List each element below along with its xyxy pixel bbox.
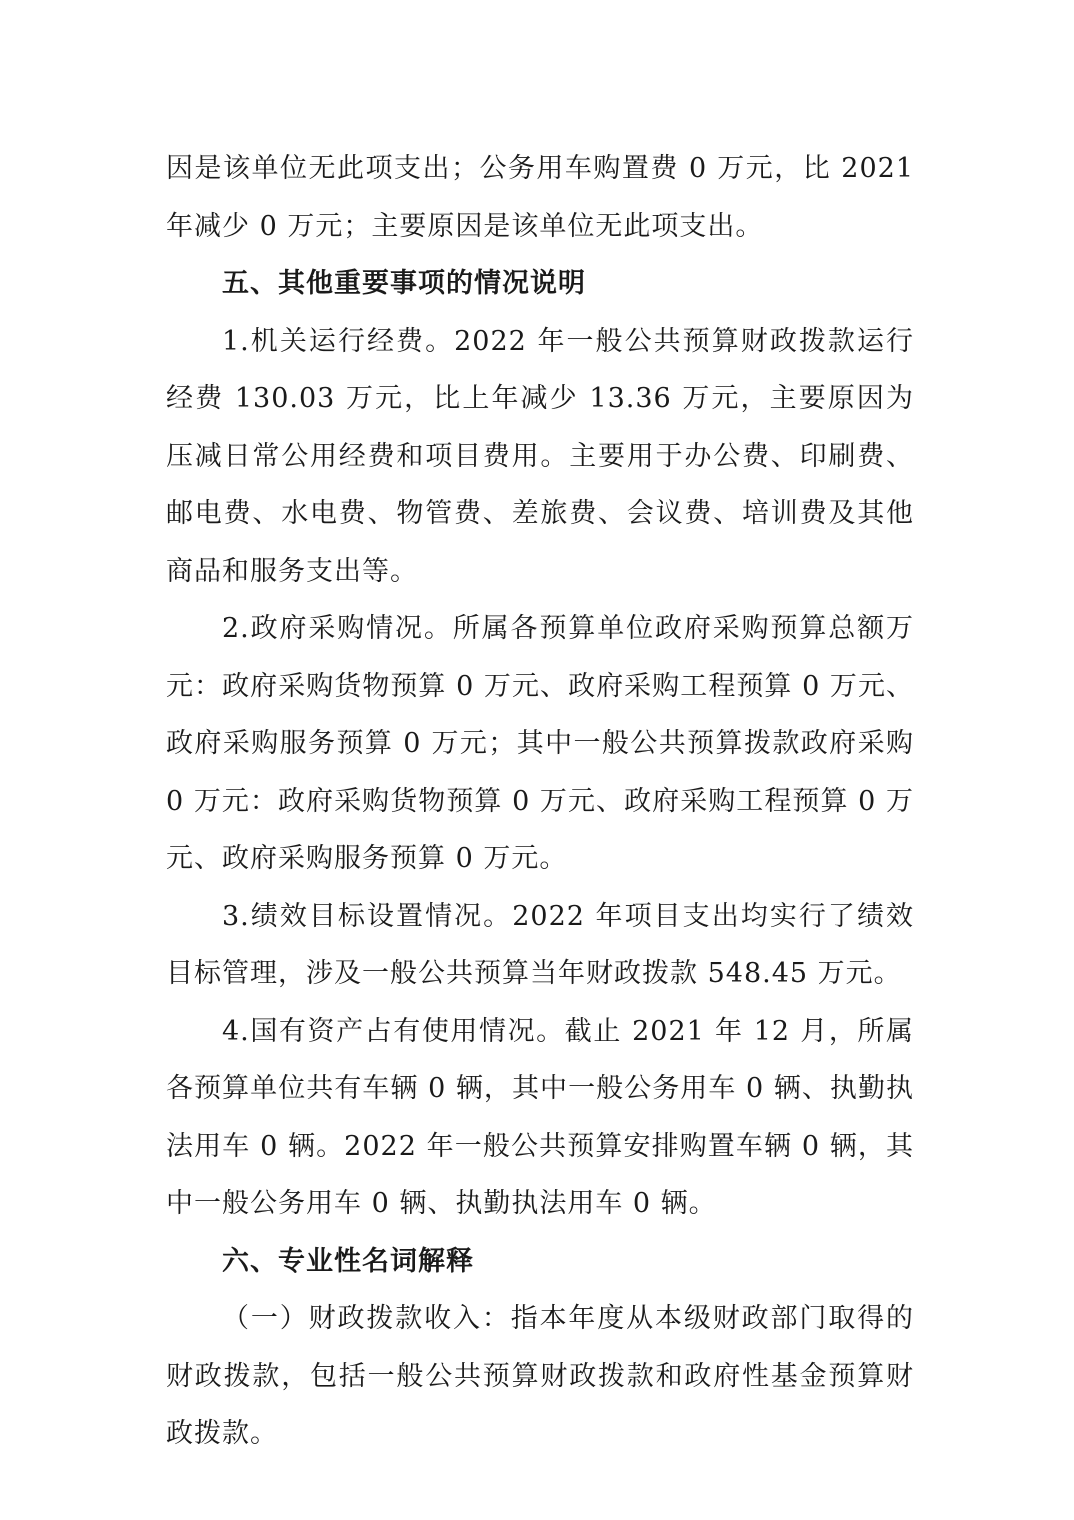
paragraph-performance-targets: 3.绩效目标设置情况。2022 年项目支出均实行了绩效目标管理，涉及一般公共预算当年财政拨款 548.45 万元。 — [166, 900, 914, 989]
paragraph-continuation: 因是该单位无此项支出；公务用车购置费 0 万元，比 2021 年减少 0 万元；主要原因是该单位无此项支出。 — [166, 153, 914, 242]
paragraph-operating-expenses: 1.机关运行经费。2022 年一般公共预算财政拨款运行经费 130.03 万元，比上年减少 13.36 万元，主要原因为压减日常公用经费和项目费用。主要用于办公费、印刷费、邮电费、水电费、物管费、差旅费、会议费、培训费及其他商品和服务支出等。 — [166, 325, 914, 587]
paragraph-state-assets: 4.国有资产占有使用情况。截止 2021 年 12 月，所属各预算单位共有车辆 0 辆，其中一般公务用车 0 辆、执勤执法用车 0 辆。2022 年一般公共预算安排购置车辆 0 辆，其中一般公务用车 0 辆、执勤执法用车 0 辆。 — [166, 1015, 914, 1219]
section-heading-6: 六、专业性名词解释 — [222, 1245, 474, 1277]
paragraph-government-procurement: 2.政府采购情况。所属各预算单位政府采购预算总额万元：政府采购货物预算 0 万元、政府采购工程预算 0 万元、政府采购服务预算 0 万元；其中一般公共预算拨款政府采购 0 万元：政府采购货物预算 0 万元、政府采购工程预算 0 万元、政府采购服务预算 0 万元。 — [166, 613, 914, 874]
section-heading-5: 五、其他重要事项的情况说明 — [222, 268, 586, 299]
paragraph-fiscal-appropriation-definition: （一）财政拨款收入：指本年度从本级财政部门取得的财政拨款，包括一般公共预算财政拨款和政府性基金预算财政拨款。 — [166, 1303, 914, 1449]
document-body — [166, 140, 914, 1463]
